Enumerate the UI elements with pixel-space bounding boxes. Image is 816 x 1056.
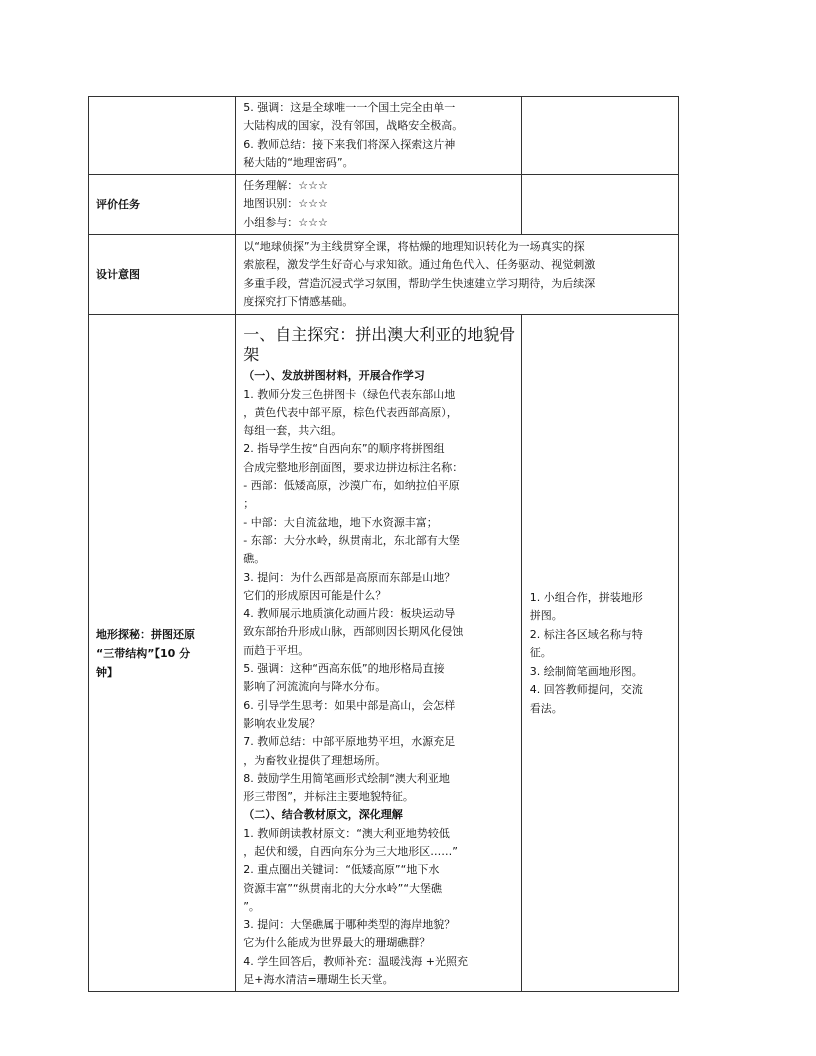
evaluation-content <box>236 175 521 235</box>
rating-item: 任务理解：☆☆☆ <box>243 179 328 193</box>
list-item: 5. 强调：这是全球唯一一个国土完全由单一 <box>243 101 456 114</box>
table-row <box>89 97 679 175</box>
subsection-title: （二）、结合教材原文，深化理解 <box>243 808 403 822</box>
rating-item: 地图识别：☆☆☆ <box>243 197 328 211</box>
list-item: 6. 教师总结：接下来我们将深入探索这片神 <box>243 137 456 151</box>
design-intent-content: 以“地球侦探”为主线贯穿全课，将枯燥的地理知识转化为一场真实的探 索旅程，激发学生好奇心与求知欲。通过角色代入、任务驱动、视觉刺激 多重手段，营造沉浸式学习氛围，帮助学生快速建立学习期待，为后续深 度探究打下情感基础。 <box>236 235 679 315</box>
table-row <box>89 175 679 235</box>
list-item: 大陆构成的国家，没有邻国，战略安全极高。 <box>243 119 464 133</box>
lesson-plan-table <box>88 96 679 992</box>
terrain-section-label: 地形探秘：拼图还原 “三带结构”【10 分 钟】 <box>89 315 236 992</box>
empty-student-cell <box>521 97 678 175</box>
list-item: 秘大陆的“地理密码”。 <box>243 155 354 169</box>
empty-label-cell <box>89 97 236 175</box>
evaluation-label: 评价任务 <box>89 175 236 235</box>
table-row <box>89 315 679 992</box>
table-row <box>89 235 679 315</box>
section-heading: 一、自主探究：拼出澳大利亚的地貌骨 架 <box>243 325 516 365</box>
rating-item: 小组参与：☆☆☆ <box>243 215 328 229</box>
teacher-activity-cell: 一、自主探究：拼出澳大利亚的地貌骨 架 （一）、发放拼图材料，开展合作学习 1. 教师分发三色拼图卡（绿色代表东部山地 ，黄色代表中部平原，棕色代表西部高原）， 每组一套，共六组。 2. 指导学生按“自西向东”的顺序将拼图组 合成完整地形剖面图，要求边拼边标注名称： - 西部：低矮高原，沙漠广布，如纳拉伯平原 ； - 中部：大自流盆地，地下水资源丰富； - 东部：大分水岭，纵贯南北，东北部有大堡 礁。 3. 提问：为什么西部是高原而东部是山地？ 它们的形成原因可能是什么？ 4. 教师展示地质演化动画片段：板块运动导 致东部抬升形成山脉，西部则因长期风化侵蚀 而趋于平坦。 5. 强调：这种“西高东低”的地形格局直接 影响了河流流向与降水分布。 6. 引导学生思考：如果中部是高山，会怎样 影响农业发展？ 7. 教师总结：中部平原地势平坦，水源充足 ，为畜牧业提供了理想场所。 8. 鼓励学生用简笔画形式绘制“澳大利亚地 形三带图”，并标注主要地貌特征。 （二）、结合教材原文，深化理解 1. 教师朗读教材原文：“澳大利亚地势较低 ，起伏和缓，自西向东分为三大地形区……” 2. 重点圈出关键词：“低矮高原”“地下水 资源丰富”“纵贯南北的大分水岭”“大堡礁 ”。 3. 提问：大堡礁属于哪种类型的海岸地貌？ 它为什么能成为世界最大的珊瑚礁群？ 4. 学生回答后，教师补充：温暖浅海 +光照充 足+海水清洁=珊瑚生长天堂。 <box>236 315 521 992</box>
teacher-activity-cell <box>236 97 521 175</box>
empty-student-cell <box>521 175 678 235</box>
student-activity-cell: 1. 小组合作，拼装地形 拼图。 2. 标注各区域名称与特 征。 3. 绘制简笔画地形图。 4. 回答教师提问，交流 看法。 <box>521 315 678 992</box>
design-intent-label: 设计意图 <box>89 235 236 315</box>
subsection-title: （一）、发放拼图材料，开展合作学习 <box>243 369 425 383</box>
